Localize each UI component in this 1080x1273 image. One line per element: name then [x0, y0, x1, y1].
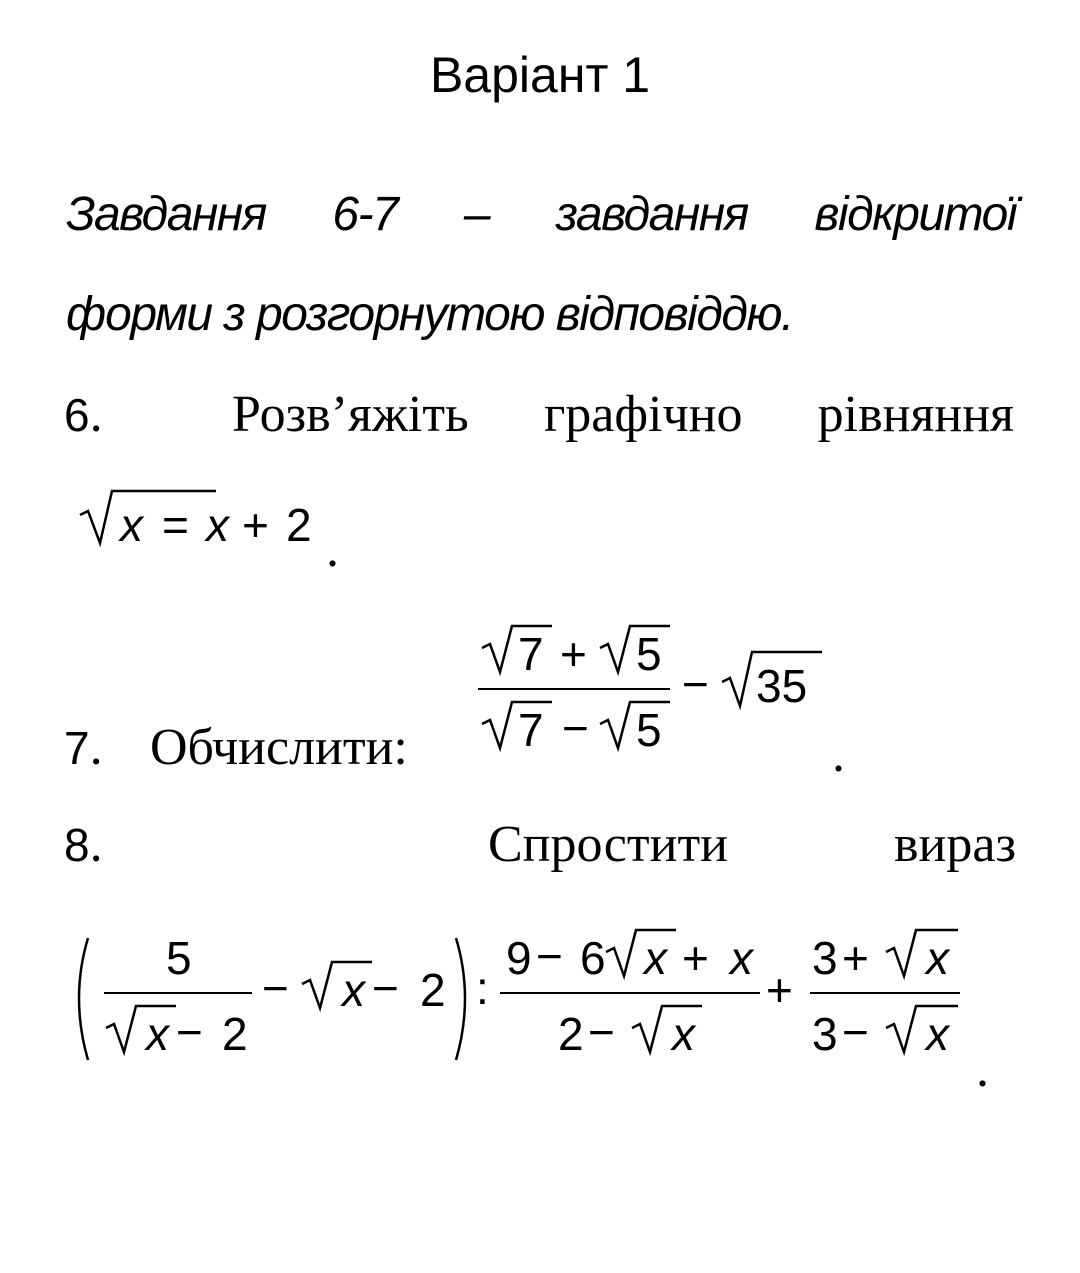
f2-num-x: x — [644, 932, 667, 984]
task-6-statement — [232, 385, 1014, 445]
f1-den-x: x — [146, 1008, 169, 1060]
f3-den-x: x — [926, 1008, 949, 1060]
intro-word: завдання — [555, 188, 748, 241]
intro-line-1 — [66, 180, 1016, 250]
task-6-word: рівняння — [817, 386, 1014, 443]
minus-sign: − — [682, 658, 709, 710]
intro-word: 6-7 — [332, 188, 398, 241]
num-op: + — [560, 628, 587, 680]
f1-den-c: 2 — [222, 1008, 248, 1060]
intro-line-2: форми з розгорнутою відповіддю. — [66, 288, 793, 341]
f3-den-op: − — [842, 1006, 869, 1058]
mid-x: x — [342, 964, 365, 1016]
task-7-expression — [470, 612, 830, 762]
task-8-expression — [66, 918, 976, 1078]
eq-const: 2 — [286, 499, 312, 551]
intro-word: Завдання — [66, 188, 266, 241]
task-6-equation — [70, 485, 350, 565]
den-b: 5 — [636, 704, 662, 756]
f3-den-a: 3 — [812, 1008, 838, 1060]
task-8-statement — [488, 815, 1016, 875]
sqrt-sign — [80, 491, 216, 543]
task-7-period: . — [89, 719, 103, 776]
f2-den-x: x — [672, 1008, 695, 1060]
task-7-label: Обчислити: — [150, 719, 408, 776]
f3-num-x: x — [926, 932, 949, 984]
task-6-word: Розв’яжіть — [232, 386, 469, 443]
task-7-number: 7 — [64, 722, 90, 774]
eq-equals: = — [162, 499, 189, 551]
task-8-number-wrap — [64, 815, 103, 875]
page-title: Варіант 1 — [429, 47, 651, 103]
f1-num: 5 — [166, 932, 192, 984]
root-value: 35 — [756, 660, 808, 712]
task-7-end-dot: . — [832, 726, 845, 783]
task-6-number: 6 — [64, 389, 90, 441]
task-6-period: . — [89, 386, 103, 443]
num-b: 5 — [636, 628, 662, 680]
task-8-period: . — [89, 816, 103, 873]
intro-word: відкритої — [814, 188, 1016, 241]
eq-x2: x — [206, 499, 229, 551]
task-8-word: Спростити — [488, 816, 728, 873]
f2-num-b: 6 — [580, 932, 606, 984]
colon: : — [476, 962, 489, 1014]
task-6-end-dot: . — [326, 521, 339, 578]
plus-sign: + — [766, 964, 793, 1016]
intro-word: – — [463, 188, 490, 241]
f1-den-op: − — [176, 1006, 203, 1058]
f2-den-a: 2 — [558, 1008, 584, 1060]
den-op: − — [562, 702, 589, 754]
mid-two: 2 — [420, 964, 446, 1016]
minus-2: − — [372, 962, 399, 1014]
f2-num-op2: + — [682, 932, 709, 984]
task-6-word: графічно — [543, 386, 743, 443]
right-paren — [456, 938, 465, 1060]
task-8-number: 8 — [64, 819, 90, 871]
f3-num-op: + — [842, 932, 869, 984]
task-8-end-dot: . — [976, 1041, 989, 1098]
den-a: 7 — [518, 704, 544, 756]
eq-x: x — [120, 499, 143, 551]
task-8-word: вираз — [893, 816, 1016, 873]
f2-num-op1: − — [536, 930, 563, 982]
eq-plus: + — [242, 499, 269, 551]
f2-num-x2: x — [730, 932, 753, 984]
left-paren — [79, 938, 88, 1060]
task-7-number-wrap — [64, 718, 103, 778]
f2-den-op: − — [588, 1006, 615, 1058]
task-6-number-wrap — [64, 385, 103, 445]
f3-num-a: 3 — [812, 932, 838, 984]
minus-1: − — [262, 962, 289, 1014]
f2-num-a: 9 — [506, 932, 532, 984]
num-a: 7 — [518, 628, 544, 680]
